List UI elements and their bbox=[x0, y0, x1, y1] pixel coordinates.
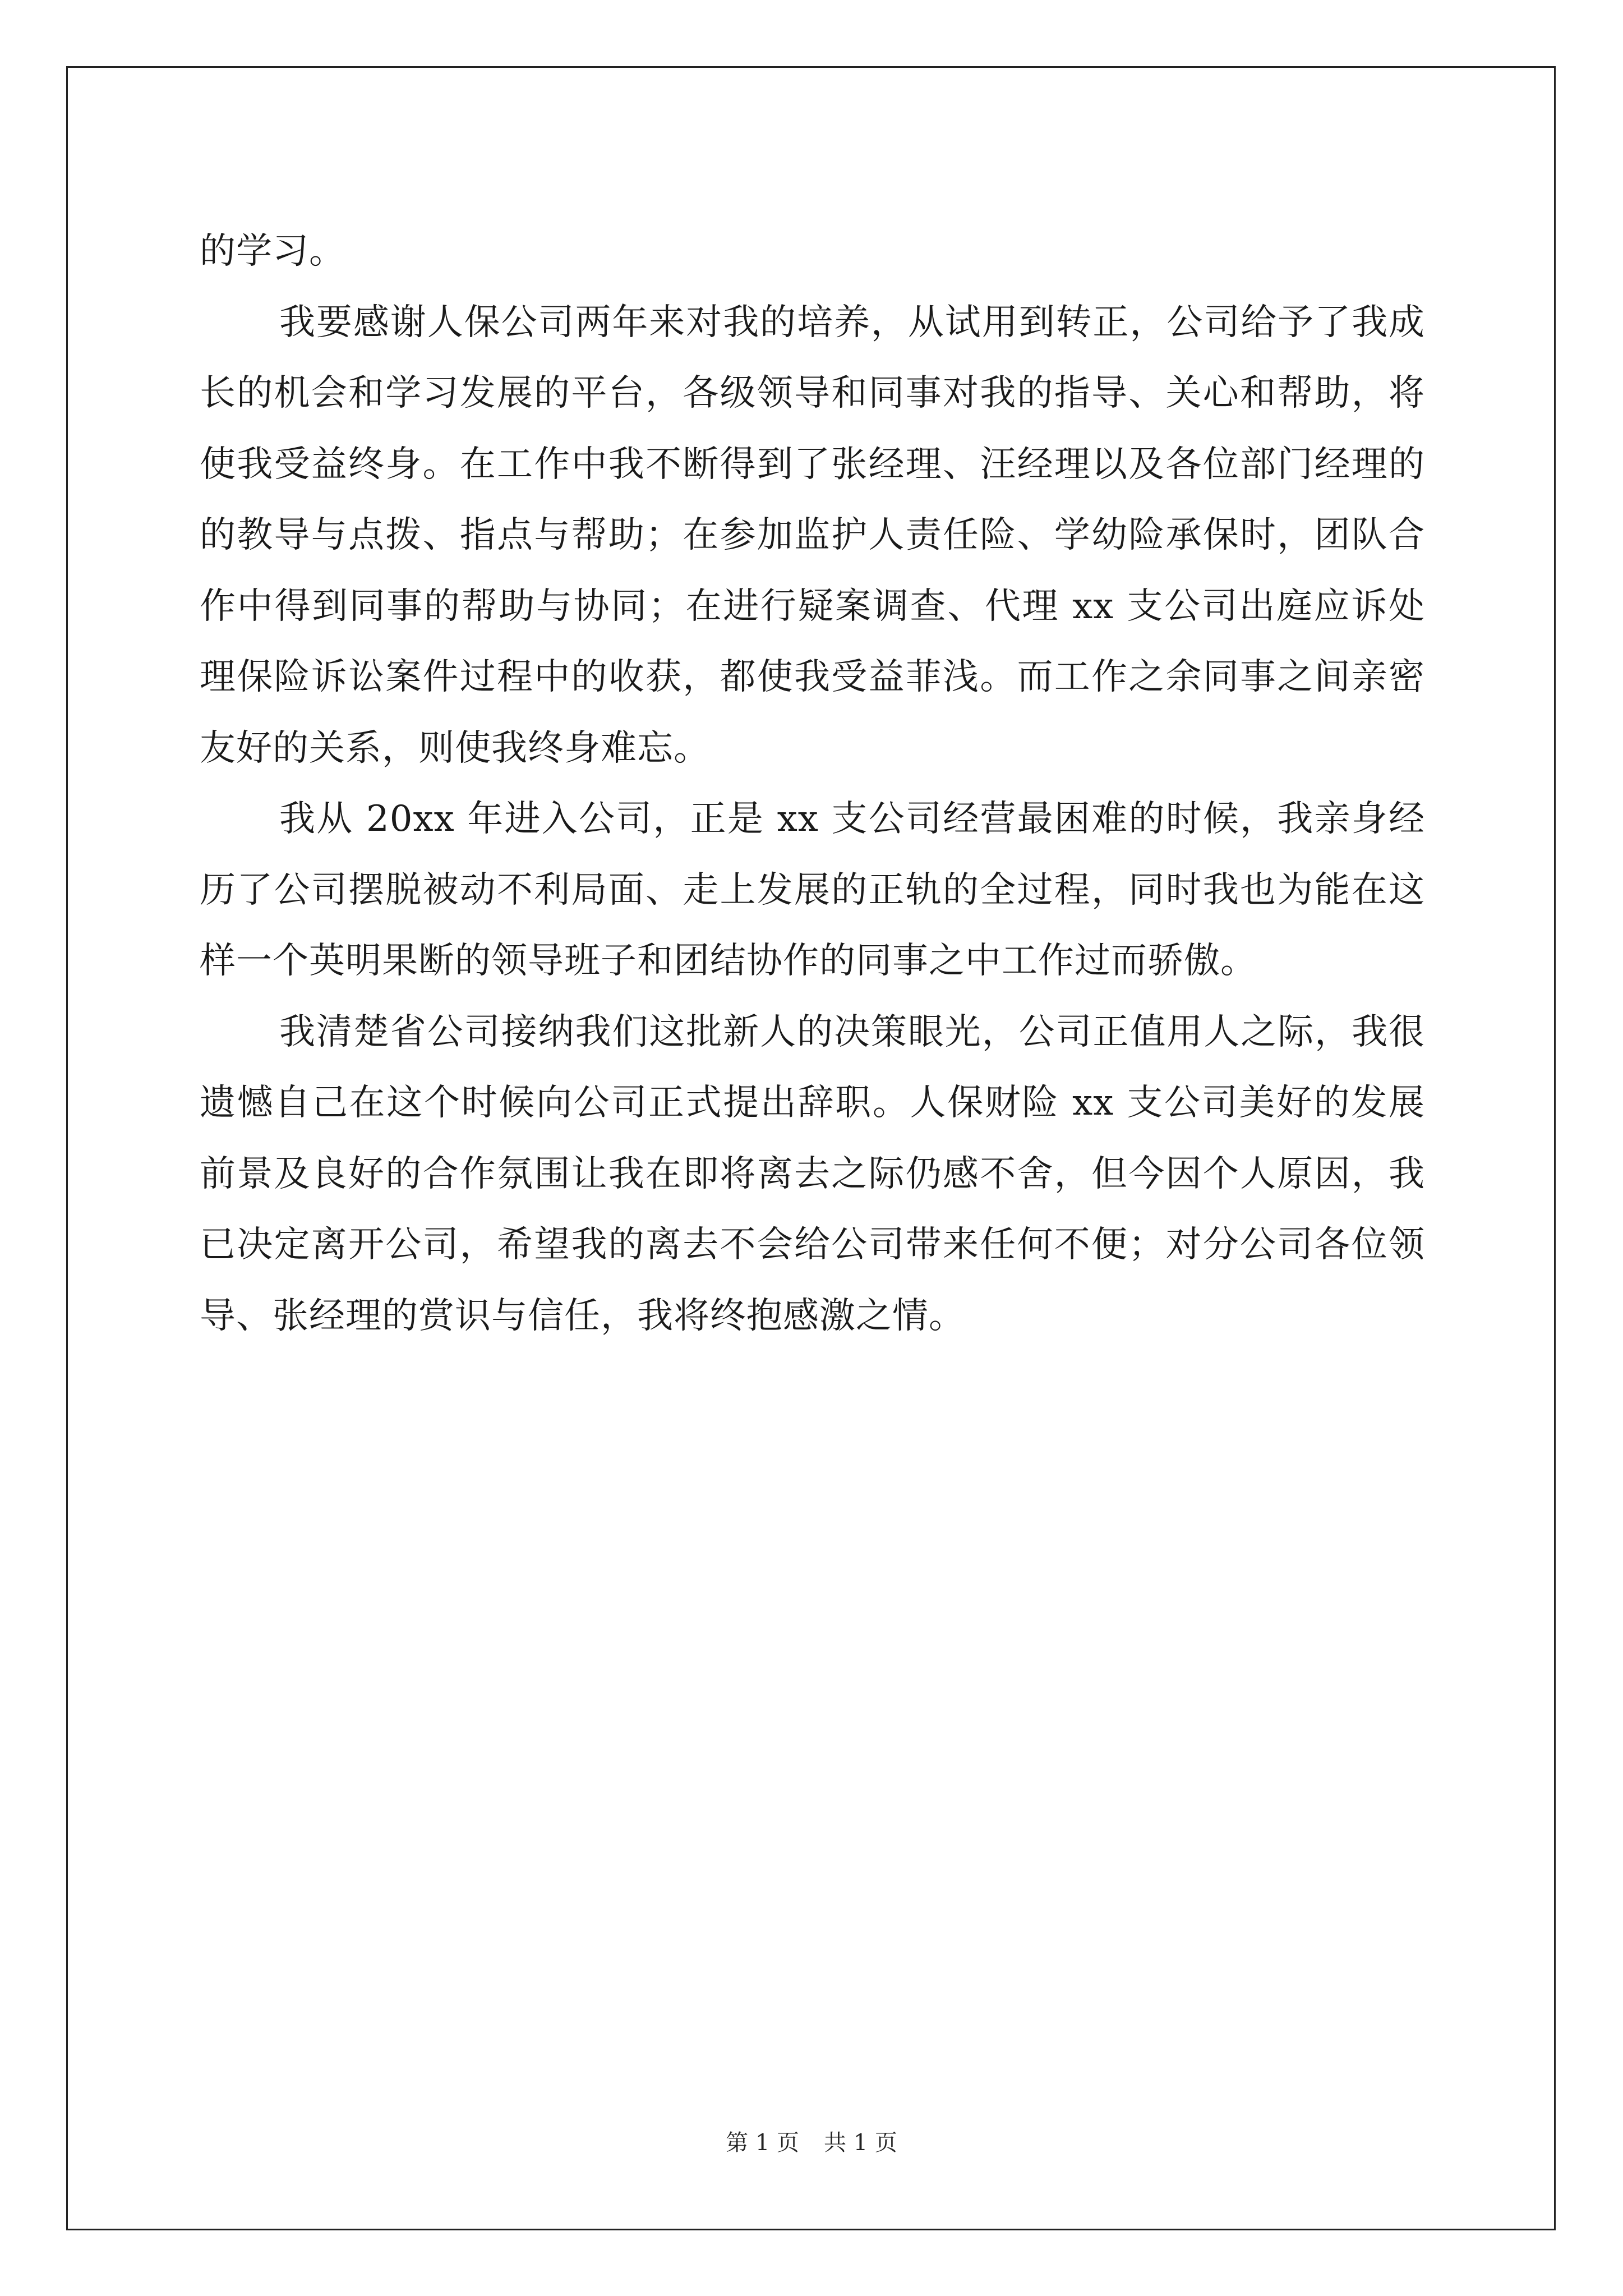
paragraph-4: 我清楚省公司接纳我们这批新人的决策眼光，公司正值用人之际，我很遗憾自己在这个时候向公司正式提出辞职。人保财险 xx 支公司美好的发展前景及良好的合作氛围让我在即将离去之际仍感不舍，但今因个人原因，我已决定离开公司，希望我的离去不会给公司带来任何不便；对分公司各位领导、张经理的赏识与信任，我将终抱感激之情。 bbox=[200, 1011, 1425, 1337]
paragraph-1: 的学习。 bbox=[200, 231, 345, 272]
paragraph-2: 我要感谢人保公司两年来对我的培养，从试用到转正，公司给予了我成长的机会和学习发展的平台，各级领导和同事对我的指导、关心和帮助，将使我受益终身。在工作中我不断得到了张经理、汪经理以及各位部门经理的的教导与点拨、指点与帮助；在参加监护人责任险、学幼险承保时，团队合作中得到同事的帮助与协同；在进行疑案调查、代理 xx 支公司出庭应诉处理保险诉讼案件过程中的收获，都使我受益菲浅。而工作之余同事之间亲密友好的关系，则使我终身难忘。 bbox=[200, 301, 1425, 769]
paragraph-3: 我从 20xx 年进入公司，正是 xx 支公司经营最困难的时候，我亲身经历了公司摆脱被动不利局面、走上发展的正轨的全过程，同时我也为能在这样一个英明果断的领导班子和团结协作的同事之中工作过而骄傲。 bbox=[200, 798, 1425, 982]
page-footer bbox=[0, 2129, 1623, 2157]
page-number: 第 1 页 bbox=[726, 2130, 799, 2156]
document-body bbox=[200, 216, 1425, 1351]
page-total: 共 1 页 bbox=[824, 2130, 897, 2156]
